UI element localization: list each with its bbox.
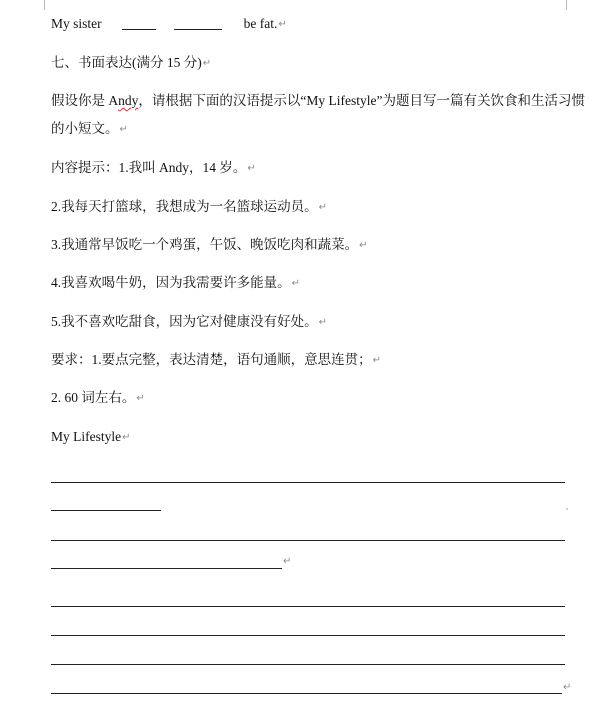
sentence-end: be fat.	[243, 16, 278, 31]
requirement-line: 2. 60 词左右。↵	[51, 390, 145, 405]
paragraph-mark-icon: ↵	[318, 317, 328, 328]
writing-line[interactable]	[51, 664, 565, 665]
writing-line[interactable]	[51, 693, 562, 694]
writing-line[interactable]	[51, 606, 565, 607]
hint-line: 3.我通常早饭吃一个鸡蛋，午饭、晚饭吃肉和蔬菜。↵	[51, 237, 368, 252]
paragraph-mark-icon: ↵	[119, 124, 128, 135]
hint-line: 内容提示：1.我叫 Andy，14 岁。↵	[51, 160, 256, 175]
hint-line: 2.我每天打篮球，我想成为一名篮球运动员。↵	[51, 199, 328, 214]
hint-line: 5.我不喜欢吃甜食，因为它对健康没有好处。↵	[51, 314, 328, 329]
writing-line[interactable]	[51, 482, 565, 483]
paragraph-mark-icon: ↵	[202, 58, 212, 69]
fill-blank-sentence	[51, 15, 287, 34]
requirement-line: 要求：1.要点完整，表达清楚，语句通顺，意思连贯；↵	[51, 352, 382, 367]
hint-line: 4.我喜欢喝牛奶，因为我需要许多能量。↵	[51, 275, 301, 290]
paragraph-mark-icon: ↵	[283, 556, 292, 567]
paragraph-mark-icon: ↵	[278, 19, 287, 30]
margin-corner-mark	[566, 0, 577, 10]
paragraph-mark-icon: ↵	[318, 202, 328, 213]
paragraph-mark-icon: ↵	[372, 355, 382, 366]
hint-label: 内容提示：	[51, 160, 119, 175]
answer-blank[interactable]	[174, 17, 222, 30]
spellcheck-flagged-word: ndy	[118, 93, 139, 108]
margin-corner-mark	[34, 0, 45, 10]
writing-line[interactable]	[51, 540, 565, 541]
margin-dot	[566, 508, 568, 510]
writing-line[interactable]	[51, 635, 565, 636]
paragraph-mark-icon: ↵	[291, 278, 301, 289]
writing-line[interactable]	[51, 510, 161, 511]
paragraph-mark-icon: ↵	[247, 163, 256, 174]
section-title: 七、书面表达(满分 15 分)↵	[51, 55, 212, 70]
essay-title: My Lifestyle↵	[51, 429, 131, 444]
paragraph-mark-icon: ↵	[563, 682, 572, 693]
paragraph-mark-icon: ↵	[359, 240, 368, 251]
task-intro-line: 假设你是 Andy，请根据下面的汉语提示以“My Lifestyle”为题目写一篇有关饮食和生活习惯	[51, 93, 585, 108]
task-intro-line: 的小短文。↵	[51, 121, 128, 136]
writing-line[interactable]	[51, 568, 282, 569]
answer-blank[interactable]	[122, 17, 156, 30]
paragraph-mark-icon: ↵	[136, 393, 145, 404]
sentence-start: My sister	[51, 16, 102, 31]
paragraph-mark-icon: ↵	[122, 432, 131, 443]
